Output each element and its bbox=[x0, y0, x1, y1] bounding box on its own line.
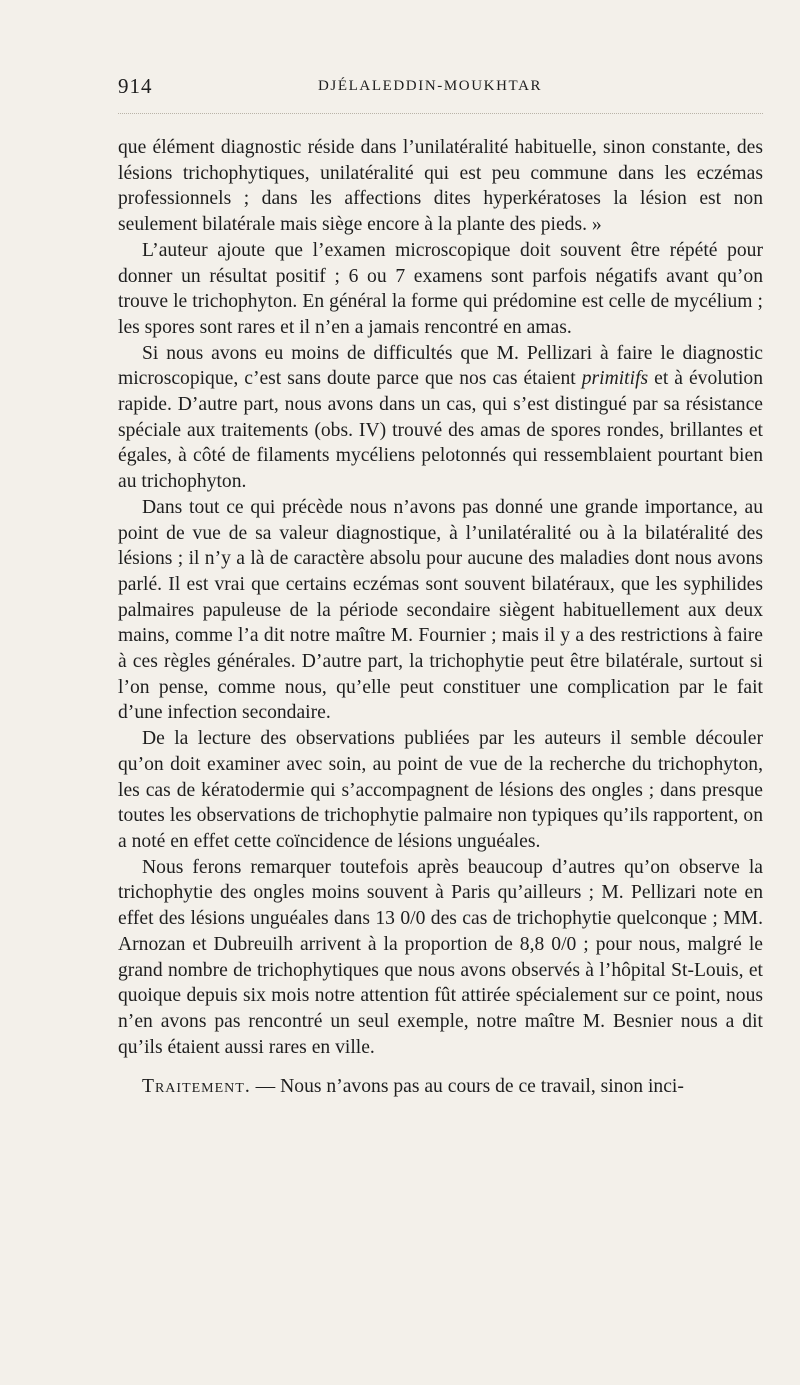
paragraph-2: L’auteur ajoute que l’examen microscopique doit souvent être répété pour donner un résultat positif ; 6 ou 7 examens sont parfois négatifs avant qu’on trouve le trichophyton. En général la forme qui prédomine est celle de mycélium ; les spores sont rares et il n’en a jamais rencontré en amas. bbox=[118, 239, 763, 338]
paragraph-1: que élément diagnostic réside dans l’unilatéralité habituelle, sinon constante, des lésions trichophytiques, unilatéralité qui est peu commune dans les eczémas professionnels ; dans les affections dites hyperkératoses la lésion est non seulement bilatérale mais siège encore à la plante des pieds. » bbox=[118, 137, 763, 236]
page-header bbox=[118, 74, 688, 102]
paragraph-5: De la lecture des observations publiées par les auteurs il semble découler qu’on doit examiner avec soin, au point de vue de la recherche du trichophyton, les cas de kératodermie qui s’accompagnent de lésions des ongles ; dans presque toutes les observations de trichophytie palmaire non typiques qu’ils rapportent, on a noté en effet cette coïncidence de lésions unguéales. bbox=[118, 728, 763, 852]
section-paragraph bbox=[118, 1074, 763, 1100]
italic-term: primitifs bbox=[581, 368, 649, 390]
section-dash: — bbox=[250, 1076, 281, 1098]
paragraph-3 bbox=[118, 341, 763, 495]
section-text: Nous n’avons pas au cours de ce travail, sinon inci- bbox=[280, 1076, 684, 1098]
section-heading: Traitement. bbox=[142, 1076, 251, 1098]
body-text bbox=[118, 135, 763, 1100]
running-title: DJÉLALEDDIN-MOUKHTAR bbox=[318, 78, 543, 94]
paragraph-3-end: et à évolution rapide. D’autre part, nous avons dans un cas, qui s’est distingué par sa résistance spéciale aux traitements (obs. IV) trouvé des amas de spores rondes, brillantes et égales, à côté de filaments mycéliens pelotonnés qui ressemblaient pourtant bien au trichophyton. bbox=[118, 368, 764, 493]
paragraph-4: Dans tout ce qui précède nous n’avons pas donné une grande importance, au point de vue de sa valeur diagnostique, à l’unilatéralité ou à la bilatéralité des lésions ; il n’y a là de caractère absolu pour aucune des maladies dont nous avons parlé. Il est vrai que certains eczémas sont souvent bilatéraux, que les syphilides palmaires papuleuse de la période secondaire siègent habituellement aux deux mains, comme l’a dit notre maître M. Fournier ; mais il y a des restrictions à faire à ces règles générales. D’autre part, la trichophytie peut être bilatérale, surtout si l’on pense, comme nous, qu’elle peut constituer une complication par le fait d’une infection secondaire. bbox=[118, 496, 763, 724]
header-rule bbox=[118, 113, 763, 114]
paragraph-6: Nous ferons remarquer toutefois après beaucoup d’autres qu’on observe la trichophytie des ongles moins souvent à Paris qu’ailleurs ; M. Pellizari note en effet des lésions unguéales dans 13 0/0 des cas de trichophytie quelconque ; MM. Arnozan et Dubreuilh arrivent à la proportion de 8,8 0/0 ; pour nous, malgré le grand nombre de trichophytiques que nous avons observés à l’hôpital St-Louis, et quoique depuis six mois notre attention fût attirée spécialement sur ce point, nous n’en avons pas rencontré un seul exemple, notre maître M. Besnier nous a dit qu’ils étaient aussi rares en ville. bbox=[118, 856, 763, 1058]
page-number: 914 bbox=[118, 74, 153, 98]
paragraph-3-start: Si nous avons eu moins de difficultés que M. Pellizari à faire le diagnostic microscopique, c’est sans doute parce que nos cas étaient bbox=[118, 342, 763, 390]
